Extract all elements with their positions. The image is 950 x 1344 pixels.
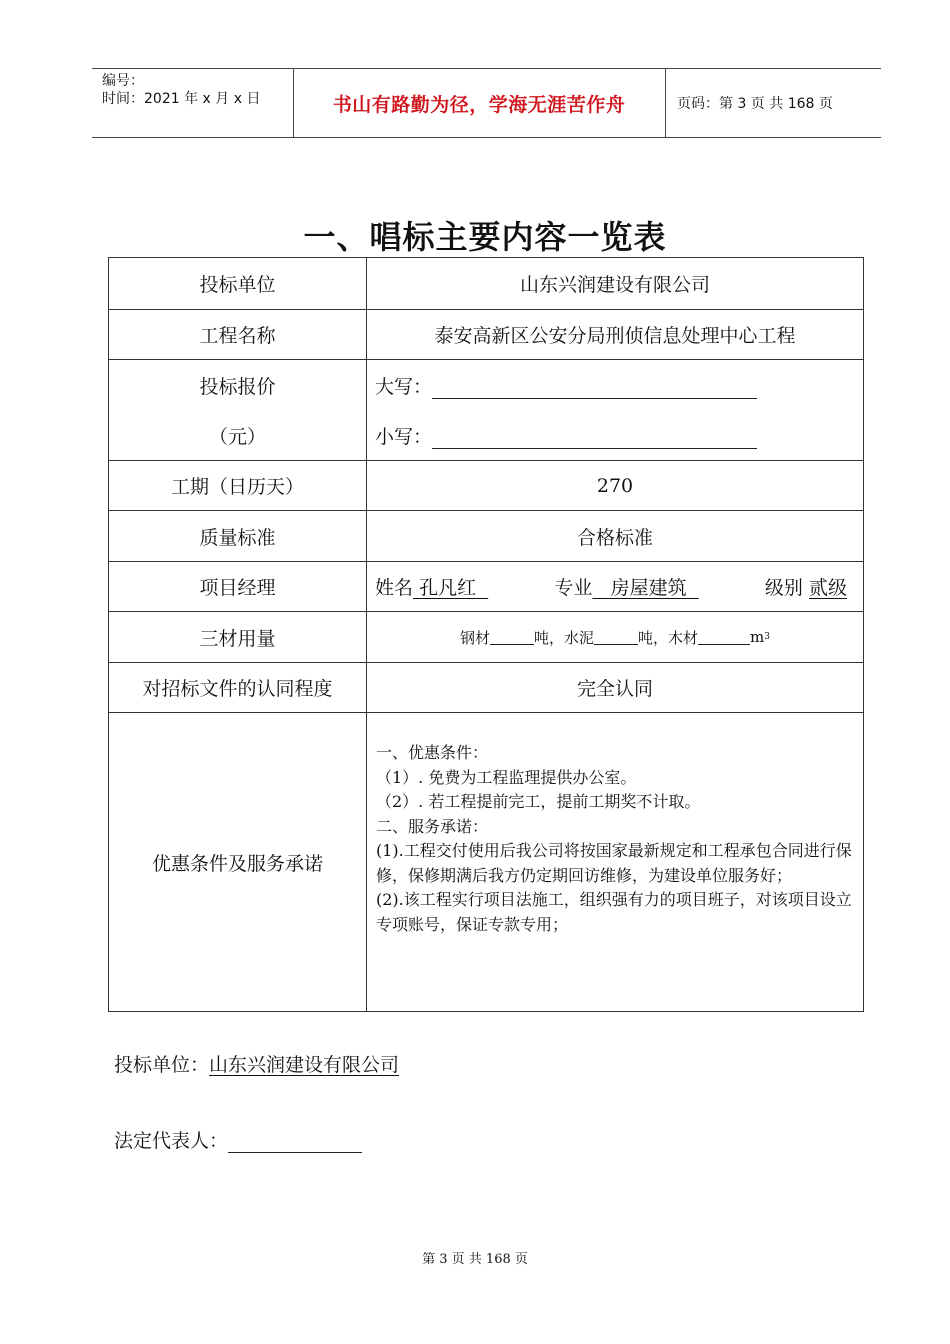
manager-label: 项目经理 xyxy=(199,577,276,599)
recognition-value: 完全认同 xyxy=(576,678,653,700)
bid-summary-table xyxy=(108,257,864,1012)
manager-level xyxy=(765,573,847,600)
manager-name xyxy=(375,573,488,600)
duration-value: 270 xyxy=(596,474,634,497)
price-lower-blank[interactable] xyxy=(432,428,757,449)
recognition-label: 对招标文件的认同程度 xyxy=(142,678,333,700)
steel-unit: 吨，水泥 xyxy=(534,628,595,647)
terms-line: （1）. 免费为工程监理提供办公室。 xyxy=(376,767,637,787)
manager-major-label: 专业 xyxy=(554,577,593,599)
legal-rep-blank[interactable] xyxy=(228,1132,362,1153)
terms-line: (1).工程交付使用后我公司将按国家最新规定和工程承包合同进行保修，保修期满后我方仍定期回访维修，为建设单位服务好； xyxy=(376,841,852,885)
cement-unit: 吨，木材 xyxy=(638,628,699,647)
bidder-signature-label: 投标单位： xyxy=(114,1054,210,1076)
cement-blank[interactable] xyxy=(594,630,638,645)
doc-time: 时间：2021 年 x 月 x 日 xyxy=(102,91,261,107)
terms-label: 优惠条件及服务承诺 xyxy=(151,852,323,875)
manager-name-value xyxy=(413,577,488,599)
project-name-value: 泰安高新区公安分局刑侦信息处理中心工程 xyxy=(434,325,796,347)
header-divider xyxy=(665,69,666,137)
steel-label: 钢材 xyxy=(459,628,490,647)
terms-line: 二、服务承诺： xyxy=(376,816,489,836)
manager-level-label: 级别 xyxy=(764,577,803,599)
header-meta xyxy=(102,72,260,108)
project-name-label: 工程名称 xyxy=(199,325,276,347)
manager-name-text: 孔凡红 xyxy=(419,577,477,599)
manager-details xyxy=(375,562,847,611)
price-upper-field[interactable] xyxy=(375,372,757,399)
manager-major-text: 房屋建筑 xyxy=(610,577,687,599)
terms-line: (2).该工程实行项目法施工，组织强有力的项目班子，对该项目设立专项账号，保证专款专用； xyxy=(376,890,852,934)
bidder-signature-value: 山东兴润建设有限公司 xyxy=(209,1054,400,1076)
bidder-label: 投标单位 xyxy=(199,274,276,296)
duration-label: 工期（日历天） xyxy=(170,476,304,498)
legal-rep-label: 法定代表人： xyxy=(114,1130,229,1152)
page-title: 一、唱标主要内容一览表 xyxy=(303,218,667,256)
wood-blank[interactable] xyxy=(698,630,750,645)
doc-number: 编号： xyxy=(102,73,144,89)
materials-value xyxy=(367,612,863,662)
terms-line: 一、优惠条件： xyxy=(376,743,489,762)
manager-level-value: 贰级 xyxy=(808,577,847,599)
terms-content xyxy=(376,741,855,937)
quality-value: 合格标准 xyxy=(576,526,653,549)
header-motto: 书山有路勤为径，学海无涯苦作舟 xyxy=(332,93,626,116)
price-upper-label: 大写： xyxy=(375,376,433,398)
steel-blank[interactable] xyxy=(490,630,534,645)
price-label-line2: （元） xyxy=(208,425,266,448)
wood-unit-sup: 3 xyxy=(764,632,770,642)
page-header xyxy=(92,68,881,138)
price-lower-label: 小写： xyxy=(375,426,433,448)
materials-label: 三材用量 xyxy=(199,627,276,650)
header-page-info: 页码：第 3 页 共 168 页 xyxy=(677,96,833,112)
quality-label: 质量标准 xyxy=(199,526,276,549)
manager-name-label: 姓名 xyxy=(375,577,414,599)
price-upper-blank[interactable] xyxy=(432,378,757,399)
manager-major xyxy=(554,573,698,600)
manager-major-value xyxy=(592,577,698,599)
legal-rep xyxy=(114,1126,362,1153)
bidder-signature xyxy=(114,1050,399,1077)
page-footer: 第 3 页 共 168 页 xyxy=(422,1252,528,1267)
bidder-value: 山东兴润建设有限公司 xyxy=(519,274,710,296)
terms-line: （2）. 若工程提前完工，提前工期奖不计取。 xyxy=(376,792,701,811)
price-label-line1: 投标报价 xyxy=(199,375,276,398)
price-lower-field[interactable] xyxy=(375,422,757,449)
wood-unit: m xyxy=(750,628,765,646)
